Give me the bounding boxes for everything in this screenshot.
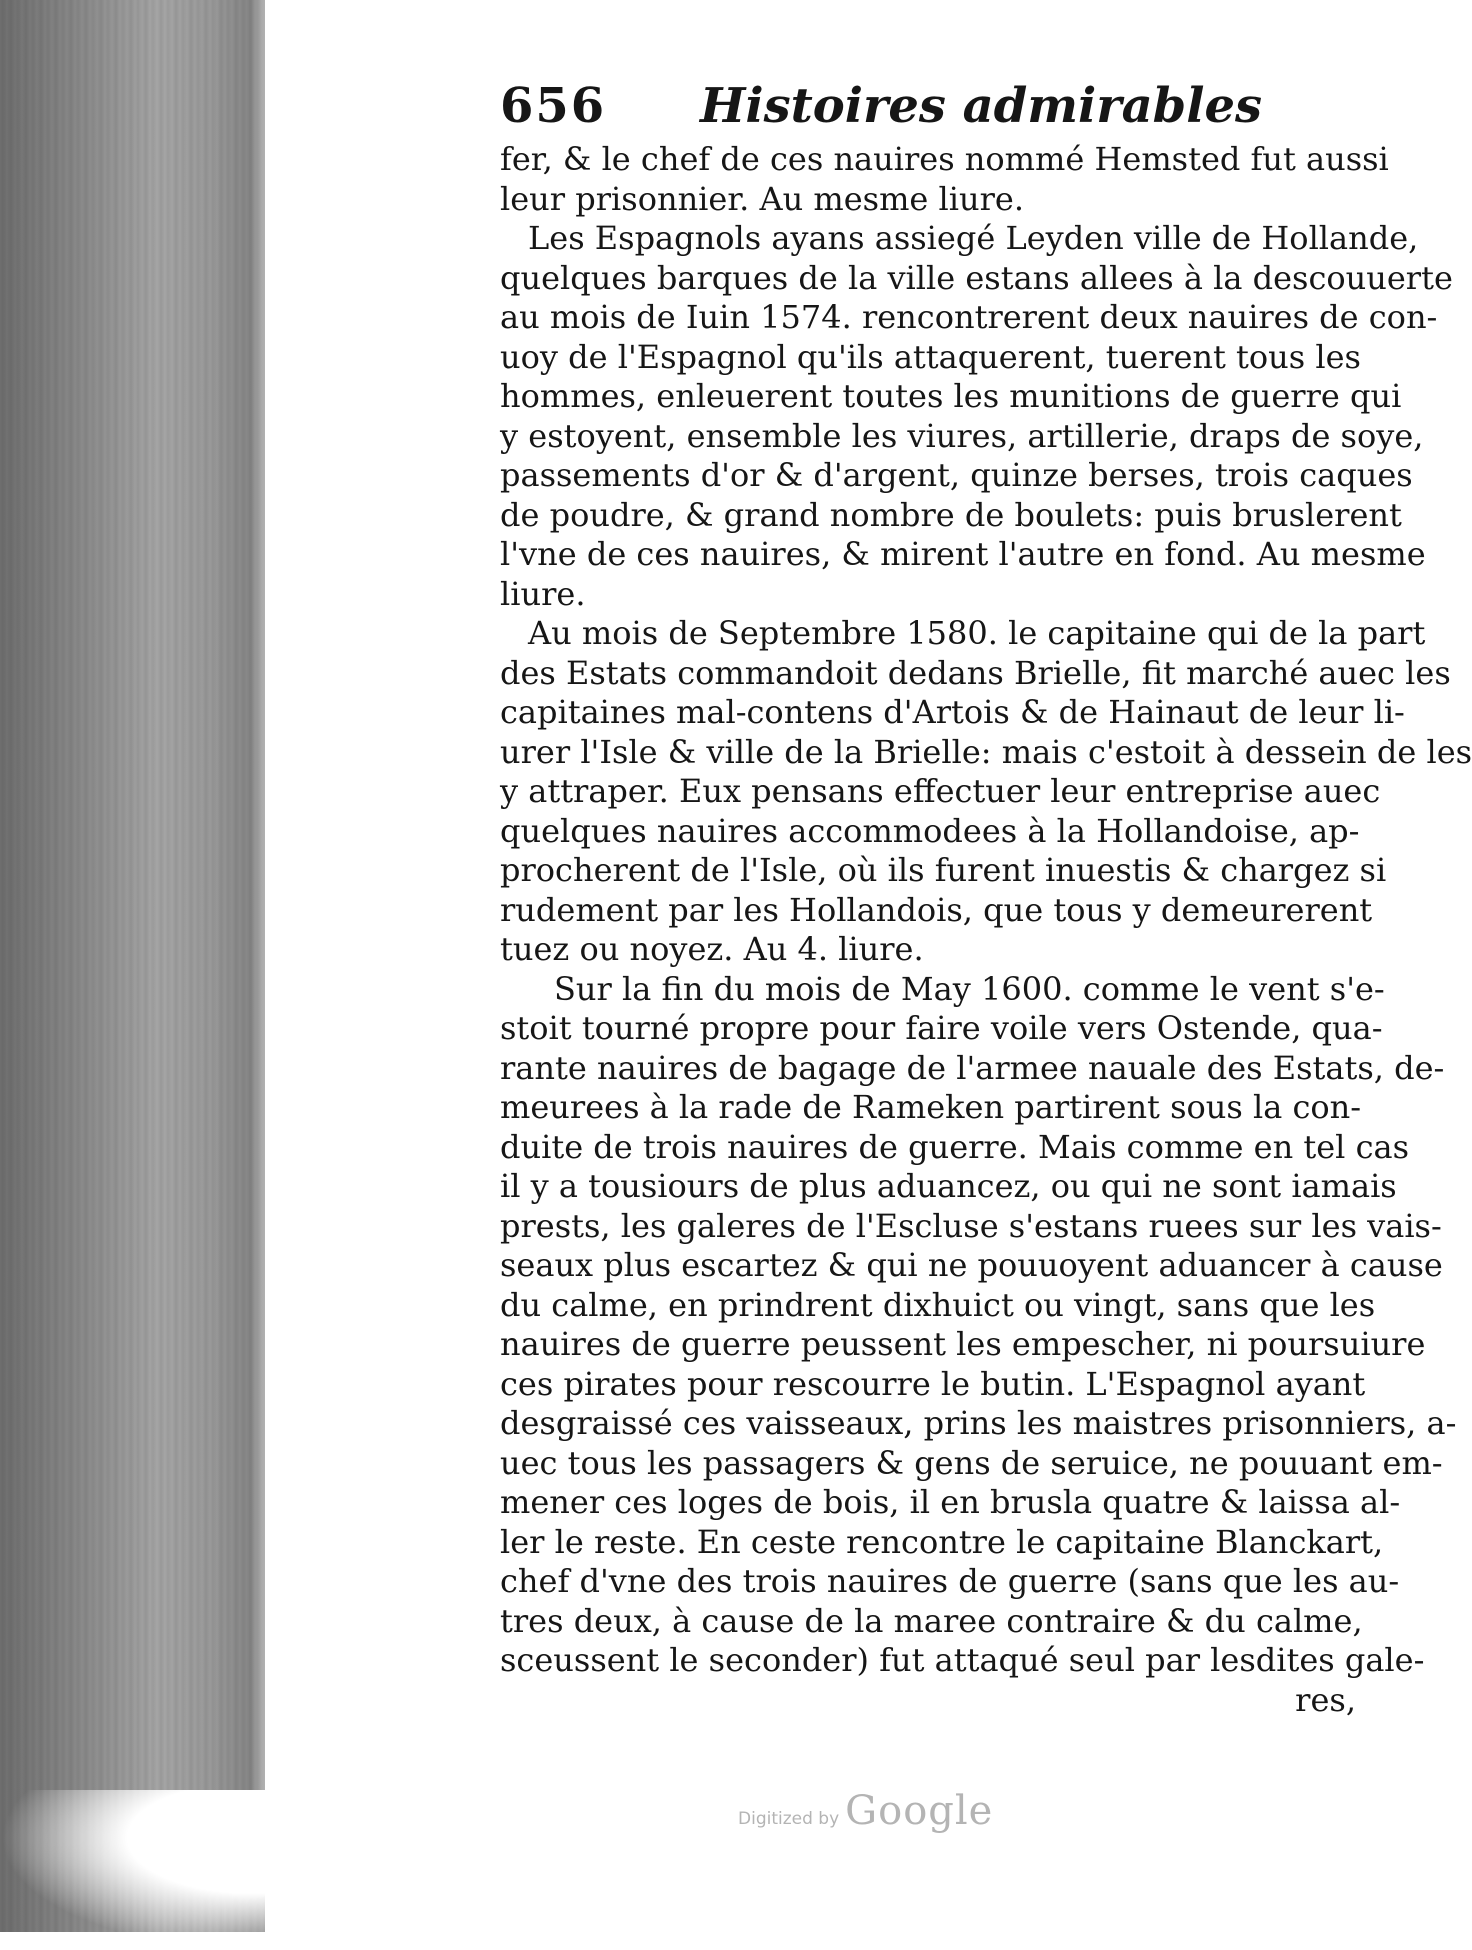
- text-line: de poudre, & grand nombre de boulets: puis bruslerent: [500, 495, 1402, 534]
- text-line: hommes, enleuerent toutes les munitions de guerre qui: [500, 377, 1402, 415]
- text-line: chef d'vne des trois nauires de guerre (sans que les au-: [500, 1562, 1400, 1600]
- running-title: Histoires admirables: [700, 78, 1263, 134]
- text-line: Sur la fin du mois de May 1600. comme le vent s'e-: [554, 969, 1385, 1008]
- text-line: seaux plus escartez & qui ne pouuoyent aduancer à cause: [500, 1246, 1443, 1284]
- text-line: fer, & le chef de ces nauires nommé Hemsted fut aussi: [500, 140, 1389, 178]
- text-line: rante nauires de bagage de l'armee nauale des Estats, de-: [500, 1048, 1445, 1087]
- text-line: uec tous les passagers & gens de seruice, ne pouuant em-: [500, 1443, 1443, 1482]
- text-line: stoit tourné propre pour faire voile vers Ostende, qua-: [500, 1009, 1383, 1047]
- text-line: prests, les galeres de l'Escluse s'estans ruees sur les vais-: [500, 1206, 1442, 1245]
- text-line: du calme, en prindrent dixhuict ou vingt, sans que les: [500, 1285, 1376, 1324]
- gutter-edge-shadow: [250, 0, 280, 1800]
- text-line: rudement par les Hollandois, que tous y demeurerent: [500, 890, 1373, 929]
- text-line: desgraissé ces vaisseaux, prins les maistres prisonniers, a-: [500, 1404, 1457, 1442]
- text-line: nauires de guerre peussent les empescher, ni poursuiure: [500, 1325, 1426, 1363]
- text-line: quelques barques de la ville estans allees à la descouuerte: [500, 258, 1453, 297]
- text-line: tuez ou noyez. Au 4. liure.: [500, 930, 924, 968]
- text-line: meurees à la rade de Rameken partirent sous la con-: [500, 1088, 1362, 1126]
- text-line: urer l'Isle & ville de la Brielle: mais c'estoit à dessein de les: [500, 732, 1472, 771]
- text-line: uoy de l'Espagnol qu'ils attaquerent, tuerent tous les: [500, 337, 1361, 376]
- google-logo: Google: [845, 1788, 994, 1834]
- text-line: mener ces loges de bois, il en brusla quatre & laissa al-: [500, 1483, 1401, 1521]
- text-line: sceussent le seconder) fut attaqué seul par lesdites gale-: [500, 1641, 1425, 1679]
- text-line: duite de trois nauires de guerre. Mais comme en tel cas: [500, 1127, 1409, 1166]
- text-line: Au mois de Septembre 1580. le capitaine qui de la part: [528, 614, 1426, 652]
- text-line: capitaines mal-contens d'Artois & de Hainaut de leur li-: [500, 693, 1405, 731]
- binding-gutter: [0, 0, 265, 1932]
- text-line: au mois de Iuin 1574. rencontrerent deux nauires de con-: [500, 298, 1438, 336]
- text-line: des Estats commandoit dedans Brielle, fit marché auec les: [500, 653, 1451, 692]
- text-line: Les Espagnols ayans assiegé Leyden ville de Hollande,: [528, 219, 1419, 257]
- digitized-by-label: Digitized by: [738, 1809, 840, 1829]
- text-line: quelques nauires accommodees à la Hollandoise, ap-: [500, 811, 1360, 850]
- text-block: [500, 78, 1472, 1720]
- text-line: il y a tousiours de plus aduancez, ou qui ne sont iamais: [500, 1167, 1397, 1205]
- text-line: leur prisonnier. Au mesme liure.: [500, 179, 1024, 218]
- text-line: liure.: [500, 574, 586, 613]
- gutter-bottom-highlight: [0, 1790, 420, 1950]
- catchword: res,: [1295, 1680, 1356, 1719]
- page-number: 656: [500, 78, 607, 134]
- text-line: procherent de l'Isle, où ils furent inuestis & chargez si: [500, 851, 1387, 889]
- running-head: [500, 78, 1356, 140]
- text-line: y attraper. Eux pensans effectuer leur entreprise auec: [500, 772, 1381, 810]
- text-line: tres deux, à cause de la maree contraire & du calme,: [500, 1601, 1363, 1640]
- text-line: ces pirates pour rescourre le butin. L'Espagnol ayant: [500, 1364, 1366, 1403]
- text-line: passements d'or & d'argent, quinze berses, trois caques: [500, 456, 1413, 494]
- digitized-watermark: [738, 1788, 993, 1834]
- text-line: l'vne de ces nauires, & mirent l'autre en fond. Au mesme: [500, 535, 1426, 573]
- text-line: y estoyent, ensemble les viures, artillerie, draps de soye,: [500, 416, 1424, 455]
- text-line: ler le reste. En ceste rencontre le capitaine Blanckart,: [500, 1522, 1384, 1561]
